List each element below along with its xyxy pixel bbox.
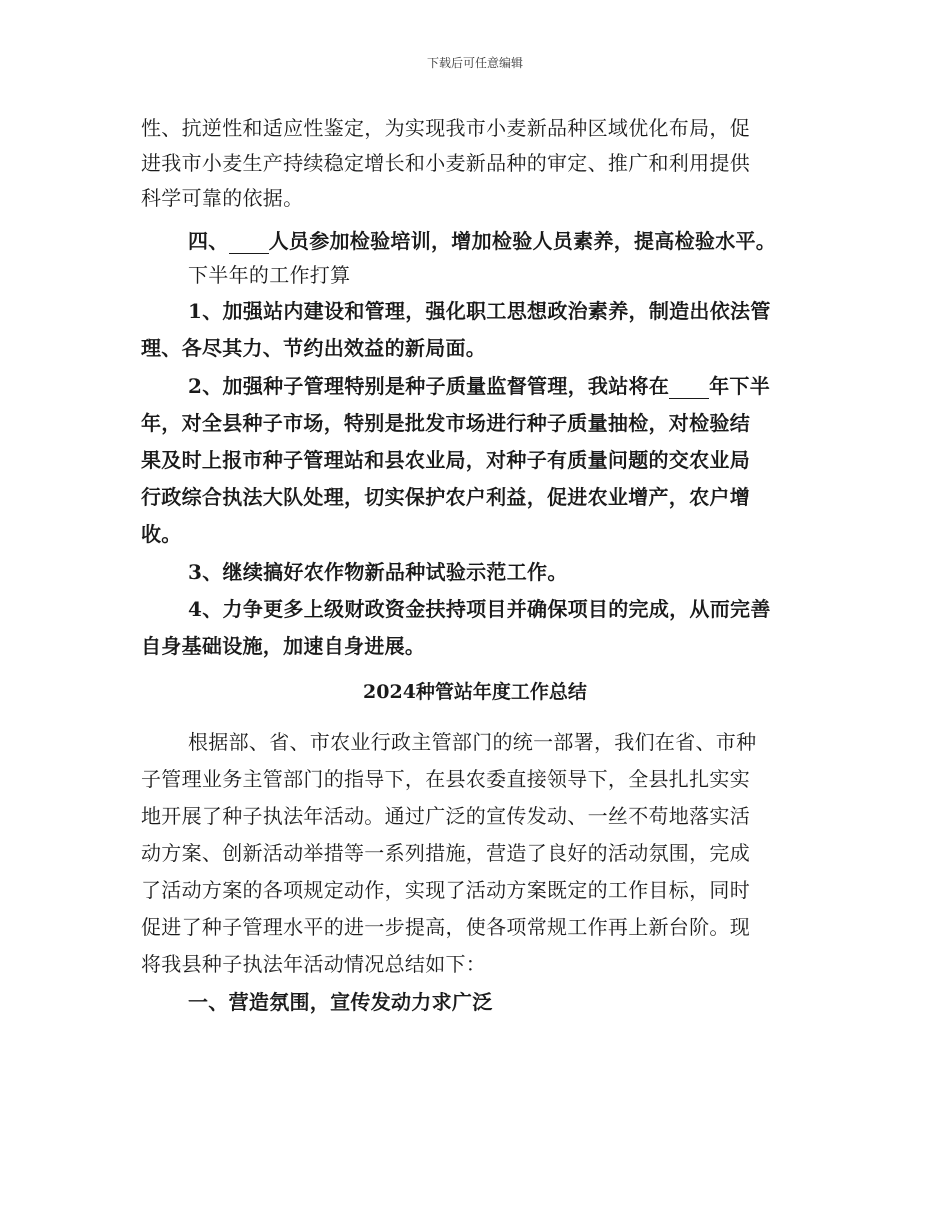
document-title: 2024种管站年度工作总结	[363, 681, 587, 703]
line-part: 年下半	[709, 374, 771, 398]
heading-text: 人员参加检验培训，增加检验人员素养，提高检验水平。	[268, 229, 777, 253]
text-line: 促进了种子管理水平的进一步提高，使各项常规工作再上新台阶。现	[141, 915, 750, 939]
text-line: 4、力争更多上级财政资金扶持项目并确保项目的完成，从而完善	[188, 597, 771, 621]
text-line: 动方案、创新活动举措等一系列措施，营造了良好的活动氛围，完成	[141, 841, 750, 865]
text-line: 3、继续搞好农作物新品种试验示范工作。	[188, 560, 568, 584]
section-heading: 一、营造氛围，宣传发动力求广泛	[188, 990, 493, 1014]
text-line: 果及时上报市种子管理站和县农业局，对种子有质量问题的交农业局	[141, 448, 750, 472]
text-line: 1、加强站内建设和管理，强化职工思想政治素养，制造出依法管	[188, 299, 771, 323]
text-line: 根据部、省、市农业行政主管部门的统一部署，我们在省、市种	[188, 730, 757, 754]
text-line: 将我县种子执法年活动情况总结如下：	[141, 952, 487, 976]
text-line: 自身基础设施，加速自身进展。	[141, 634, 426, 658]
text-line: 地开展了种子执法年活动。通过广泛的宣传发动、一丝不苟地落实活	[141, 804, 750, 828]
heading-prefix: 四、	[188, 229, 229, 253]
text-line: 进我市小麦生产持续稳定增长和小麦新品种的审定、推广和利用提供	[141, 151, 750, 175]
text-line	[188, 374, 770, 399]
text-line: 科学可靠的依据。	[141, 186, 304, 210]
text-line: 了活动方案的各项规定动作，实现了活动方案既定的工作目标，同时	[141, 878, 750, 902]
text-line: 年，对全县种子市场，特别是批发市场进行种子质量抽检，对检验结	[141, 411, 750, 435]
text-line: 行政综合执法大队处理，切实保护农户利益，促进农业增产，农户增	[141, 485, 750, 509]
text-line: 收。	[141, 522, 182, 546]
subheading: 下半年的工作打算	[188, 263, 351, 287]
fill-blank	[229, 229, 269, 254]
page-header: 下载后可任意编辑	[426, 56, 523, 70]
fill-blank	[669, 374, 709, 399]
section-heading	[188, 229, 776, 254]
line-part: 2、加强种子管理特别是种子质量监督管理，我站将在	[188, 374, 670, 398]
text-line: 理、各尽其力、节约出效益的新局面。	[141, 336, 487, 360]
text-line: 子管理业务主管部门的指导下，在县农委直接领导下，全县扎扎实实	[141, 767, 750, 791]
text-line: 性、抗逆性和适应性鉴定，为实现我市小麦新品种区域优化布局，促	[141, 116, 750, 140]
